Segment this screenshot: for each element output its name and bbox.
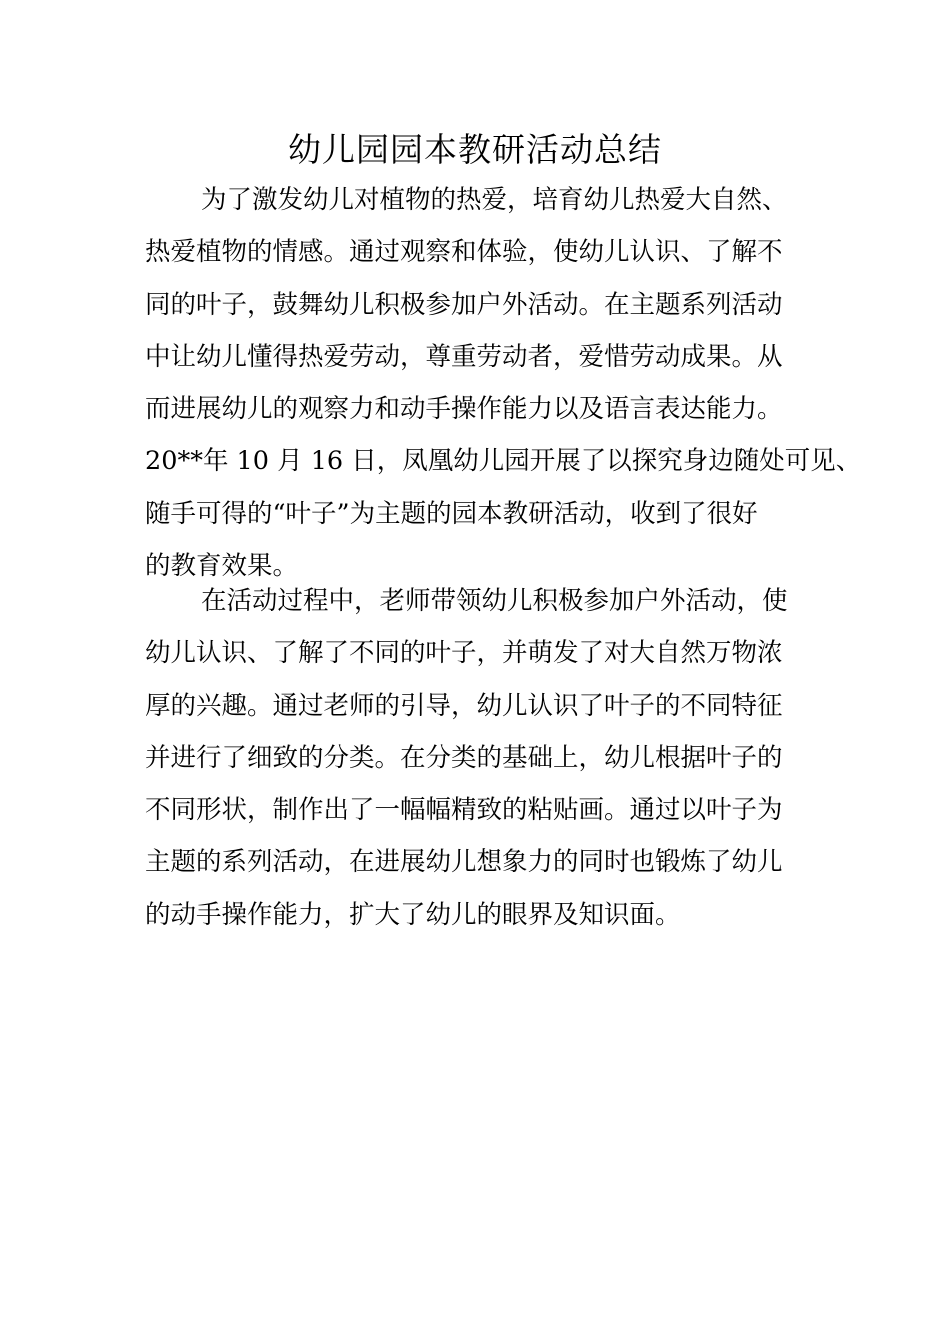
document-title: 幼儿园园本教研活动总结 bbox=[288, 130, 662, 169]
paragraph-line: 不同形状，制作出了一幅幅精致的粘贴画。通过以叶子为 bbox=[145, 795, 783, 826]
paragraph-line: 而进展幼儿的观察力和动手操作能力以及语言表达能力。 bbox=[145, 394, 783, 425]
paragraph-line: 的教育效果。 bbox=[145, 551, 299, 582]
paragraph-line: 为了激发幼儿对植物的热爱，培育幼儿热爱大自然、 bbox=[201, 185, 788, 215]
paragraph-line: 中让幼儿懂得热爱劳动，尊重劳动者，爱惜劳动成果。从 bbox=[145, 341, 783, 372]
paragraph-line: 的动手操作能力，扩大了幼儿的眼界及知识面。 bbox=[145, 899, 681, 930]
paragraph-line: 随手可得的“叶子”为主题的园本教研活动，收到了很好 bbox=[145, 498, 758, 529]
paragraph-line: 幼儿认识、了解了不同的叶子，并萌发了对大自然万物浓 bbox=[145, 638, 783, 669]
paragraph-line: 并进行了细致的分类。在分类的基础上，幼儿根据叶子的 bbox=[145, 742, 783, 773]
paragraph-line: 厚的兴趣。通过老师的引导，幼儿认识了叶子的不同特征 bbox=[145, 690, 783, 721]
paragraph-line: 20**年 10 月 16 日，凤凰幼儿园开展了以探究身边随处可见、 bbox=[145, 446, 862, 477]
paragraph-line: 在活动过程中，老师带领幼儿积极参加户外活动，使 bbox=[201, 586, 788, 616]
paragraph-2 bbox=[145, 575, 825, 941]
paragraph-1 bbox=[145, 174, 862, 592]
paragraph-line: 主题的系列活动，在进展幼儿想象力的同时也锻炼了幼儿 bbox=[145, 847, 783, 878]
paragraph-line: 热爱植物的情感。通过观察和体验，使幼儿认识、了解不 bbox=[145, 237, 783, 268]
paragraph-line: 同的叶子，鼓舞幼儿积极参加户外活动。在主题系列活动 bbox=[145, 289, 783, 320]
